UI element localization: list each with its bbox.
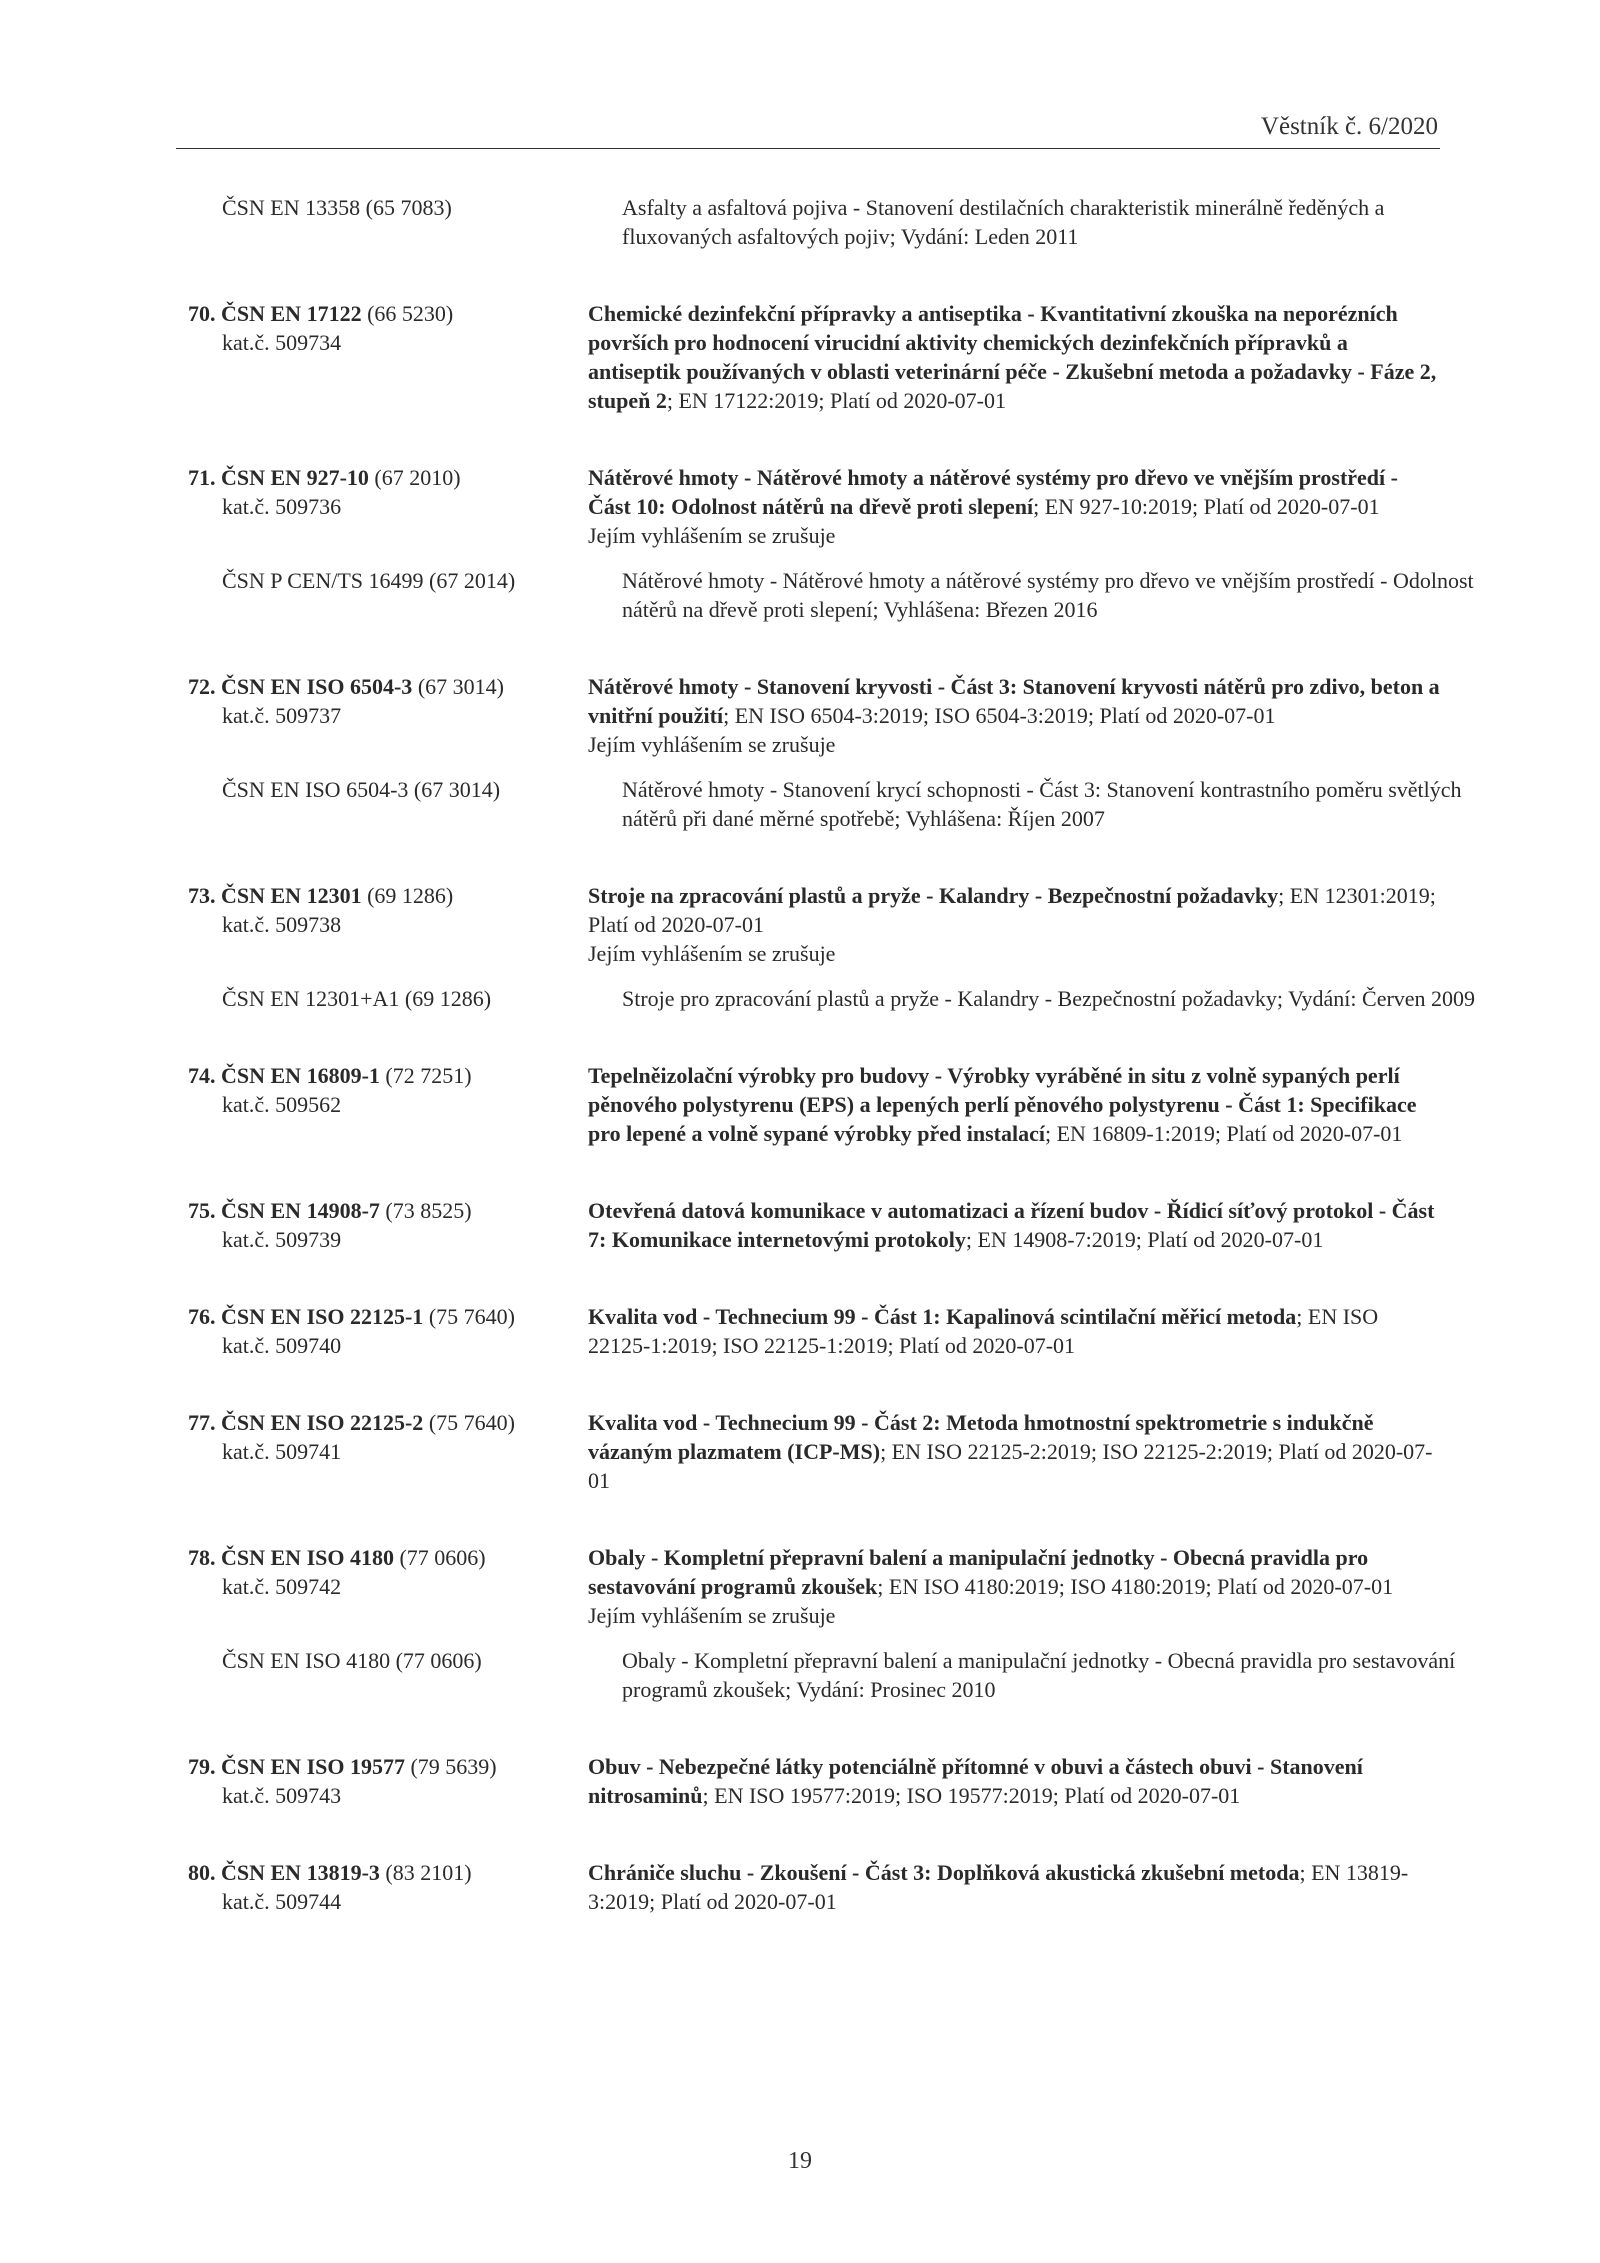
standard-title: Kvalita vod - Technecium 99 - Část 2: Metoda hmotnostní spektrometrie s indukčně vázaným plazmatem (ICP-MS) <box>588 1410 1374 1464</box>
list-item <box>188 1752 1444 1810</box>
cancellation-note: Jejím vyhlášením se zrušuje <box>588 523 836 548</box>
list-item <box>188 1196 1444 1254</box>
standard-description <box>588 1543 1444 1630</box>
replaced-row <box>188 775 1462 833</box>
standard-identifier <box>188 1858 588 1916</box>
standard-code: ČSN EN 16809-1 <box>221 1063 380 1088</box>
new-standard-row <box>188 1858 1444 1916</box>
entry-number: 74. <box>188 1063 216 1088</box>
standard-identifier <box>188 1061 588 1119</box>
standard-title: Kvalita vod - Technecium 99 - Část 1: Kapalinová scintilační měřicí metoda <box>588 1304 1297 1329</box>
catalog-number: kat.č. 509744 <box>222 1889 342 1914</box>
replaced-standard-code: ČSN EN 12301+A1 (69 1286) <box>222 986 492 1011</box>
standard-title: Otevřená datová komunikace v automatizaci a řízení budov - Řídicí síťový protokol - Část 7: Komunikace internetovými protokoly <box>588 1198 1435 1252</box>
entry-number: 73. <box>188 883 216 908</box>
list-item <box>188 1543 1456 1704</box>
standard-details: ; EN ISO 4180:2019; ISO 4180:2019; Platí od 2020-07-01 <box>877 1574 1394 1599</box>
standard-details: ; EN ISO 6504-3:2019; ISO 6504-3:2019; Platí od 2020-07-01 <box>723 703 1276 728</box>
entry-number: 72. <box>188 674 216 699</box>
standard-code: ČSN EN 17122 <box>221 301 362 326</box>
entry-number: 79. <box>188 1754 216 1779</box>
standard-description <box>588 299 1444 415</box>
new-standard-row <box>188 1543 1444 1630</box>
standard-title: Chrániče sluchu - Zkoušení - Část 3: Doplňková akustická zkušební metoda <box>588 1860 1300 1885</box>
standard-description <box>588 672 1444 759</box>
catalog-number: kat.č. 509562 <box>222 1092 342 1117</box>
standard-description <box>588 1408 1444 1495</box>
entry-number: 76. <box>188 1304 216 1329</box>
classification-code: (73 8525) <box>379 1198 472 1223</box>
standard-code: ČSN EN 927-10 <box>221 465 369 490</box>
standard-description <box>588 1061 1444 1148</box>
replaced-standard-title: Obaly - Kompletní přepravní balení a manipulační jednotky - Obecná pravidla pro sestavování programů zkoušek; Vydání: Prosinec 2010 <box>622 1648 1456 1702</box>
list-item <box>188 463 1474 624</box>
standard-code: ČSN EN ISO 22125-1 <box>221 1304 424 1329</box>
new-standard-row <box>188 299 1444 415</box>
standard-details: ; EN ISO 22125-2:2019; ISO 22125-2:2019; Platí od 2020-07-01 <box>588 1439 1433 1493</box>
standard-identifier <box>188 1408 588 1466</box>
entry-number: 80. <box>188 1860 216 1885</box>
standard-details: ; EN ISO 22125-1:2019; ISO 22125-1:2019; Platí od 2020-07-01 <box>588 1304 1379 1358</box>
standard-description <box>588 1302 1444 1360</box>
new-standard-row <box>188 1061 1444 1148</box>
standard-details: ; EN 17122:2019; Platí od 2020-07-01 <box>666 388 1007 413</box>
entry-number: 70. <box>188 301 216 326</box>
cancellation-note: Jejím vyhlášením se zrušuje <box>588 1603 836 1628</box>
new-standard-row <box>188 1302 1444 1360</box>
cancellation-note: Jejím vyhlášením se zrušuje <box>588 941 836 966</box>
catalog-number: kat.č. 509736 <box>222 494 342 519</box>
new-standard-row <box>188 1752 1444 1810</box>
standard-code: ČSN EN ISO 19577 <box>221 1754 405 1779</box>
classification-code: (83 2101) <box>379 1860 472 1885</box>
standard-title: Obuv - Nebezpečné látky potenciálně přítomné v obuvi a částech obuvi - Stanovení nitrosaminů <box>588 1754 1363 1808</box>
classification-code: (77 0606) <box>393 1545 486 1570</box>
list-item <box>188 1408 1444 1495</box>
replaced-standard-code: ČSN P CEN/TS 16499 (67 2014) <box>222 568 516 593</box>
entry-number: 77. <box>188 1410 216 1435</box>
standard-title: Tepelněizolační výrobky pro budovy - Výrobky vyráběné in situ z volně sypaných perlí pěnového polystyrenu (EPS) a lepených perlí pěnového polystyrenu - Část 1: Specifikace pro lepené a volně sypané výrobky před instalací <box>588 1063 1417 1146</box>
new-standard-row <box>188 881 1444 968</box>
replaced-row <box>188 1646 1456 1704</box>
standard-identifier <box>188 1302 588 1360</box>
entry-number: 71. <box>188 465 216 490</box>
standard-code: ČSN EN ISO 6504-3 <box>221 674 413 699</box>
standard-identifier <box>188 1543 588 1601</box>
classification-code: (67 2010) <box>368 465 461 490</box>
standard-identifier <box>188 881 588 939</box>
replaced-standard-code: ČSN EN ISO 6504-3 (67 3014) <box>222 777 501 802</box>
classification-code: (75 7640) <box>423 1304 515 1329</box>
new-standard-row <box>188 463 1444 550</box>
standard-description <box>588 463 1444 550</box>
replaced-standard-code: ČSN EN 13358 (65 7083) <box>222 195 452 220</box>
standard-identifier <box>188 299 588 357</box>
catalog-number: kat.č. 509742 <box>222 1574 342 1599</box>
list-item <box>188 1858 1444 1916</box>
standard-title: Obaly - Kompletní přepravní balení a manipulační jednotky - Obecná pravidla pro sestavování programů zkoušek <box>588 1545 1369 1599</box>
list-item <box>188 1061 1444 1148</box>
classification-code: (66 5230) <box>361 301 454 326</box>
catalog-number: kat.č. 509740 <box>222 1333 342 1358</box>
standard-details: ; EN 13819-3:2019; Platí od 2020-07-01 <box>588 1860 1409 1914</box>
standard-details: ; EN 12301:2019; Platí od 2020-07-01 <box>588 883 1436 937</box>
new-standard-row <box>188 672 1444 759</box>
catalog-number: kat.č. 509741 <box>222 1439 342 1464</box>
standard-title: Nátěrové hmoty - Nátěrové hmoty a nátěrové systémy pro dřevo ve vnějším prostředí - Část 10: Odolnost nátěrů na dřevě proti slepení <box>588 465 1398 519</box>
standard-code: ČSN EN ISO 4180 <box>221 1545 394 1570</box>
standard-description <box>588 1858 1444 1916</box>
standard-identifier <box>188 1752 588 1810</box>
classification-code: (69 1286) <box>361 883 454 908</box>
replaced-row <box>188 984 1476 1013</box>
page-number: 19 <box>788 2148 812 2174</box>
list-item-continued <box>188 193 1444 251</box>
standard-title: Stroje na zpracování plastů a pryže - Kalandry - Bezpečnostní požadavky <box>588 883 1279 908</box>
standard-description <box>588 1196 1444 1254</box>
catalog-number: kat.č. 509734 <box>222 330 342 355</box>
standard-details: ; EN ISO 19577:2019; ISO 19577:2019; Platí od 2020-07-01 <box>702 1783 1241 1808</box>
replaced-standard-title: Nátěrové hmoty - Stanovení krycí schopnosti - Část 3: Stanovení kontrastního poměru světlých nátěrů při dané měrné spotřebě; Vyhlášena: Říjen 2007 <box>622 777 1462 831</box>
replaced-standard-title: Nátěrové hmoty - Nátěrové hmoty a nátěrové systémy pro dřevo ve vnějším prostředí - Odolnost nátěrů na dřevě proti slepení; Vyhlášena: Březen 2016 <box>622 568 1474 622</box>
replaced-row <box>188 193 1444 251</box>
standard-code: ČSN EN 13819-3 <box>221 1860 380 1885</box>
catalog-number: kat.č. 509737 <box>222 703 342 728</box>
standard-title: Chemické dezinfekční přípravky a antiseptika - Kvantitativní zkouška na neporézních površích pro hodnocení virucidní aktivity chemických dezinfekčních přípravků a antiseptik používaných v oblasti veterinární péče - Zkušební metoda a požadavky - Fáze 2, stupeň 2 <box>588 301 1437 413</box>
page-header <box>176 112 1440 149</box>
standards-list <box>188 193 1476 1964</box>
list-item <box>188 881 1476 1013</box>
replaced-standard-code: ČSN EN ISO 4180 (77 0606) <box>222 1648 482 1673</box>
standard-code: ČSN EN 14908-7 <box>221 1198 380 1223</box>
classification-code: (72 7251) <box>379 1063 472 1088</box>
replaced-standard-title: Asfalty a asfaltová pojiva - Stanovení destilačních charakteristik minerálně ředěných a fluxovaných asfaltových pojiv; Vydání: Leden 2011 <box>622 195 1385 249</box>
replaced-standard-title: Stroje pro zpracování plastů a pryže - Kalandry - Bezpečnostní požadavky; Vydání: Červen 2009 <box>622 986 1476 1011</box>
catalog-number: kat.č. 509743 <box>222 1783 342 1808</box>
new-standard-row <box>188 1196 1444 1254</box>
standard-description <box>588 881 1444 968</box>
list-item <box>188 672 1462 833</box>
classification-code: (75 7640) <box>423 1410 515 1435</box>
cancellation-note: Jejím vyhlášením se zrušuje <box>588 732 836 757</box>
standard-identifier <box>188 1196 588 1254</box>
standard-details: ; EN 16809-1:2019; Platí od 2020-07-01 <box>1044 1121 1403 1146</box>
bulletin-title: Věstník č. 6/2020 <box>1260 113 1438 140</box>
standard-details: ; EN 927-10:2019; Platí od 2020-07-01 <box>1033 494 1380 519</box>
list-item <box>188 1302 1444 1360</box>
catalog-number: kat.č. 509738 <box>222 912 342 937</box>
classification-code: (67 3014) <box>412 674 504 699</box>
entry-number: 78. <box>188 1545 216 1570</box>
list-item <box>188 299 1444 415</box>
standard-identifier <box>188 463 588 521</box>
classification-code: (79 5639) <box>404 1754 497 1779</box>
standard-code: ČSN EN 12301 <box>221 883 362 908</box>
standard-details: ; EN 14908-7:2019; Platí od 2020-07-01 <box>965 1227 1324 1252</box>
entry-number: 75. <box>188 1198 216 1223</box>
standard-identifier <box>188 672 588 730</box>
standard-title: Nátěrové hmoty - Stanovení kryvosti - Část 3: Stanovení kryvosti nátěrů pro zdivo, beton a vnitřní použití <box>588 674 1440 728</box>
standard-code: ČSN EN ISO 22125-2 <box>221 1410 424 1435</box>
standard-description <box>588 1752 1444 1810</box>
catalog-number: kat.č. 509739 <box>222 1227 342 1252</box>
new-standard-row <box>188 1408 1444 1495</box>
replaced-row <box>188 566 1474 624</box>
